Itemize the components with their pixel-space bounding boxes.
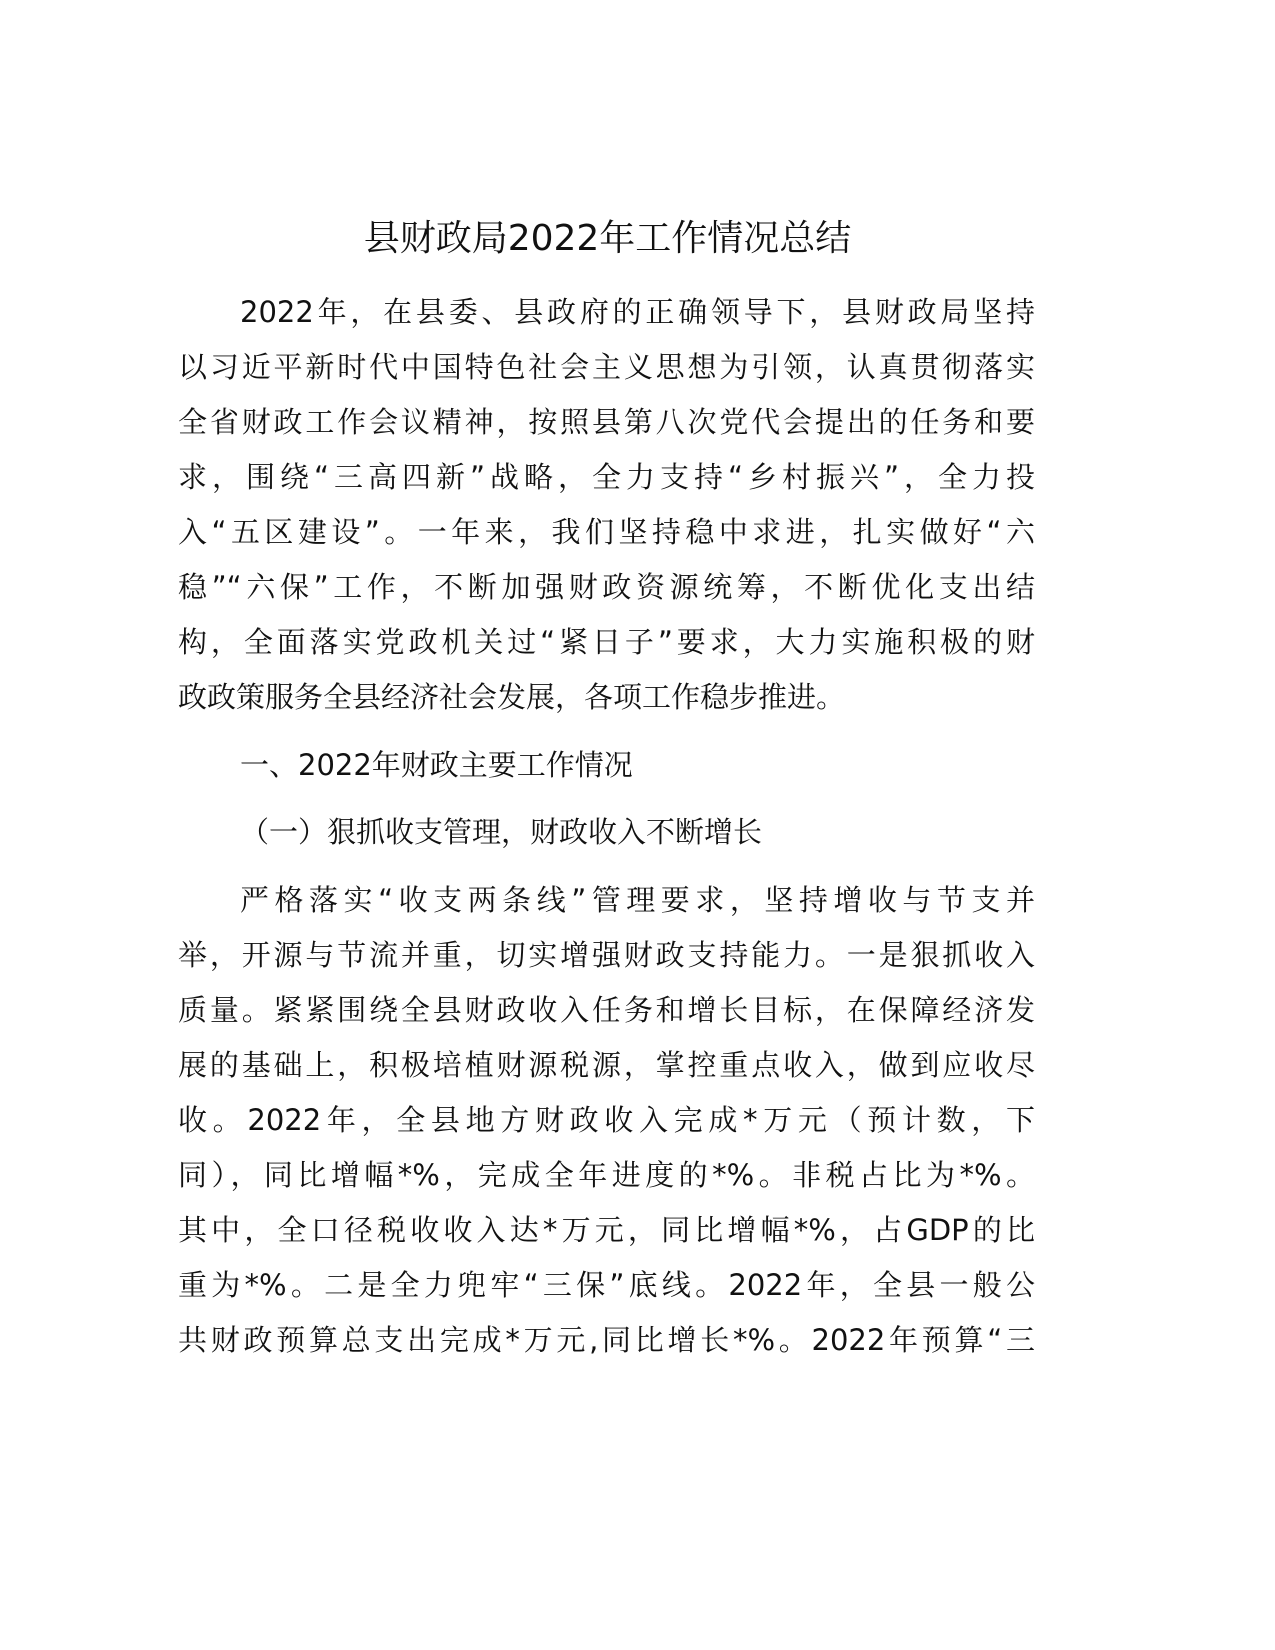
text-line: 构，全面落实党政机关过“紧日子”要求，大力实施积极的财 xyxy=(178,625,1035,659)
text-line: 共财政预算总支出完成*万元,同比增长*%。2022年预算“三 xyxy=(178,1323,1035,1357)
text-line: 全省财政工作会议精神，按照县第八次党代会提出的任务和要 xyxy=(178,405,1035,439)
text-line: 展的基础上，积极培植财源税源，掌控重点收入，做到应收尽 xyxy=(178,1048,1035,1082)
text-line: 其中，全口径税收收入达*万元，同比增幅*%，占GDP的比 xyxy=(178,1213,1035,1247)
text-line: 收。2022年，全县地方财政收入完成*万元（预计数，下 xyxy=(178,1103,1035,1137)
subsection-heading: （一）狠抓收支管理，财政收入不断增长 xyxy=(240,815,763,849)
text-line: 同），同比增幅*%，完成全年进度的*%。非税占比为*%。 xyxy=(178,1158,1035,1192)
text-line: 政政策服务全县经济社会发展，各项工作稳步推进。 xyxy=(178,680,846,714)
text-line: 2022年，在县委、县政府的正确领导下，县财政局坚持 xyxy=(240,295,1035,329)
text-line: 入“五区建设”。一年来，我们坚持稳中求进，扎实做好“六 xyxy=(178,515,1035,549)
text-line: 重为*%。二是全力兜牢“三保”底线。2022年，全县一般公 xyxy=(178,1268,1035,1302)
text-line: 举，开源与节流并重，切实增强财政支持能力。一是狠抓收入 xyxy=(178,938,1035,972)
text-line: 以习近平新时代中国特色社会主义思想为引领，认真贯彻落实 xyxy=(178,350,1035,384)
text-line: 质量。紧紧围绕全县财政收入任务和增长目标，在保障经济发 xyxy=(178,993,1035,1027)
section-heading: 一、2022年财政主要工作情况 xyxy=(240,748,633,782)
text-line: 严格落实“收支两条线”管理要求，坚持增收与节支并 xyxy=(240,883,1035,917)
document-title: 县财政局2022年工作情况总结 xyxy=(363,218,852,259)
text-line: 稳”“六保”工作，不断加强财政资源统筹，不断优化支出结 xyxy=(178,570,1035,604)
text-line: 求，围绕“三高四新”战略，全力支持“乡村振兴”，全力投 xyxy=(178,460,1035,494)
